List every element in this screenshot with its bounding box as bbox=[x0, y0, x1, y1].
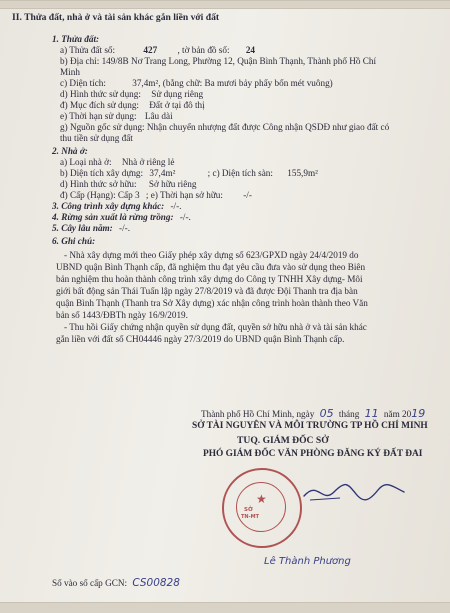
top-binding-strip bbox=[0, 0, 450, 9]
seal-text-decoration-2: TN-MT bbox=[241, 514, 260, 520]
signature-scribble-icon bbox=[300, 470, 410, 510]
land-parcel-number-label: a) Thửa đất số: bbox=[60, 45, 116, 55]
land-area-value: 37,4m², (bằng chữ: Ba mươi bảy phẩy bốn mét vuông) bbox=[132, 78, 333, 88]
house-ownership-row bbox=[60, 179, 196, 190]
land-heading: 1. Thửa đất: bbox=[52, 34, 100, 44]
issue-month: 11 bbox=[364, 407, 379, 420]
other-construction-row bbox=[52, 201, 181, 212]
perennial-trees-label: 5. Cây lâu năm: bbox=[52, 223, 113, 233]
land-origin-line-1: g) Nguồn gốc sử dụng: Nhận chuyển nhượng đất được Công nhận QSDĐ như giao đất có bbox=[60, 122, 390, 132]
land-area-row bbox=[60, 78, 333, 89]
issuing-organization: SỞ TÀI NGUYÊN VÀ MÔI TRƯỜNG TP HỒ CHÍ MINH bbox=[192, 421, 428, 431]
star-icon: ★ bbox=[256, 492, 267, 506]
note-line: UBND quận Bình Thạnh cấp, đã nghiệm thu đạt yêu cầu đưa vào sử dụng theo Biên bbox=[56, 262, 366, 272]
land-purpose-value: Đất ở tại đô thị bbox=[149, 100, 205, 110]
house-floor-area-value: 155,9m² bbox=[287, 168, 318, 178]
house-ownership-value: Sở hữu riêng bbox=[148, 179, 197, 189]
land-parcel-number-row bbox=[60, 45, 255, 56]
land-area-label: c) Diện tích: bbox=[60, 78, 106, 88]
house-build-area-value: 37,4m² bbox=[149, 168, 176, 178]
issue-year-label: năm 20 bbox=[383, 409, 412, 419]
issue-year: 19 bbox=[411, 407, 426, 420]
authorized-title: TUQ. GIÁM ĐỐC SỞ bbox=[237, 435, 329, 446]
house-grade-row bbox=[60, 190, 252, 201]
note-line: giới bất động sản Thái Tuấn lập ngày 27/8/2019 và đã được Đội Thanh tra địa bàn bbox=[56, 286, 358, 296]
house-term-value: -/- bbox=[243, 190, 252, 200]
issue-month-label: tháng bbox=[338, 409, 360, 419]
house-build-area-label: b) Diện tích xây dựng: bbox=[60, 168, 144, 178]
planted-forest-label: 4. Rừng sản xuất là rừng trồng: bbox=[52, 212, 174, 222]
registry-number-value: CS00828 bbox=[132, 577, 180, 589]
house-ownership-label: d) Hình thức sở hữu: bbox=[60, 179, 137, 189]
deputy-director-title: PHÓ GIÁM ĐỐC VĂN PHÒNG ĐĂNG KÝ ĐẤT ĐAI bbox=[203, 449, 423, 459]
house-term-label: ; e) Thời hạn sở hữu: bbox=[145, 190, 223, 200]
house-area-row bbox=[60, 168, 318, 179]
registry-number-label: Số vào sổ cấp GCN: bbox=[52, 578, 128, 588]
land-usage-form-row bbox=[60, 89, 203, 100]
issue-date-row bbox=[201, 408, 425, 420]
land-term-row bbox=[60, 111, 173, 122]
note-line: gắn liền với đất số CH04446 ngày 27/3/2019 do UBND quận Bình Thạnh cấp. bbox=[56, 334, 345, 344]
land-term-value: Lâu dài bbox=[144, 111, 173, 121]
land-term-label: e) Thời hạn sử dụng: bbox=[60, 111, 137, 121]
official-seal bbox=[222, 468, 302, 548]
note-line: bản nghiệm thu hoàn thành công trình xây dựng do Công ty TNHH Xây dựng- Môi bbox=[56, 274, 363, 284]
land-usage-form-value: Sử dụng riêng bbox=[151, 89, 204, 99]
note-line: bản số 1443/ĐBTh ngày 16/9/2019. bbox=[56, 310, 188, 320]
issue-day: 05 bbox=[319, 407, 334, 420]
house-grade-label: đ) Cấp (Hạng): Cấp 3 bbox=[60, 190, 140, 200]
section-title: II. Thửa đất, nhà ở và tài sản khác gắn liền với đất bbox=[12, 12, 220, 23]
note-line: quận Bình Thạnh (Thanh tra Sở Xây dựng) xác nhận công trình hoàn thành theo Văn bbox=[56, 298, 368, 308]
house-type-value: Nhà ở riêng lẻ bbox=[121, 157, 175, 167]
land-map-sheet-label: , tờ bản đồ số: bbox=[177, 45, 230, 55]
planted-forest-row bbox=[52, 212, 191, 223]
bottom-binding-strip bbox=[0, 602, 450, 613]
land-map-sheet-value: 24 bbox=[245, 45, 256, 55]
house-type-row bbox=[60, 157, 174, 168]
perennial-trees-row bbox=[52, 223, 130, 234]
other-construction-label: 3. Công trình xây dựng khác: bbox=[52, 201, 165, 211]
other-construction-value: -/-. bbox=[170, 201, 182, 211]
signer-name: Lê Thành Phương bbox=[264, 556, 351, 567]
house-heading: 2. Nhà ở: bbox=[52, 146, 88, 156]
land-parcel-number-value: 427 bbox=[143, 45, 158, 55]
land-address-line-2: Minh bbox=[60, 67, 80, 77]
note-line: - Nhà xây dựng mới theo Giấy phép xây dựng số 623/GPXD ngày 24/4/2019 do bbox=[64, 250, 359, 260]
land-origin-line-2: thu tiền sử dụng đất bbox=[60, 133, 133, 143]
land-purpose-row bbox=[60, 100, 205, 111]
registry-number-row bbox=[52, 578, 180, 589]
seal-text-decoration: SỞ bbox=[244, 507, 253, 513]
land-purpose-label: đ) Mục đích sử dụng: bbox=[60, 100, 139, 110]
note-line: - Thu hồi Giấy chứng nhận quyền sử dụng đất, quyền sở hữu nhà ở và tài sản khác bbox=[64, 322, 367, 332]
notes-heading: 6. Ghi chú: bbox=[52, 236, 96, 246]
issue-date-prefix: Thành phố Hồ Chí Minh, ngày bbox=[201, 409, 315, 419]
house-type-label: a) Loại nhà ở: bbox=[60, 157, 112, 167]
house-floor-area-label: ; c) Diện tích sàn: bbox=[207, 168, 273, 178]
land-address-line-1: b) Địa chỉ: 149/8B Nơ Trang Long, Phường 12, Quận Bình Thạnh, Thành phố Hồ Chí bbox=[60, 56, 377, 66]
land-usage-form-label: d) Hình thức sử dụng: bbox=[60, 89, 141, 99]
planted-forest-value: -/-. bbox=[179, 212, 191, 222]
perennial-trees-value: -/-. bbox=[119, 223, 131, 233]
